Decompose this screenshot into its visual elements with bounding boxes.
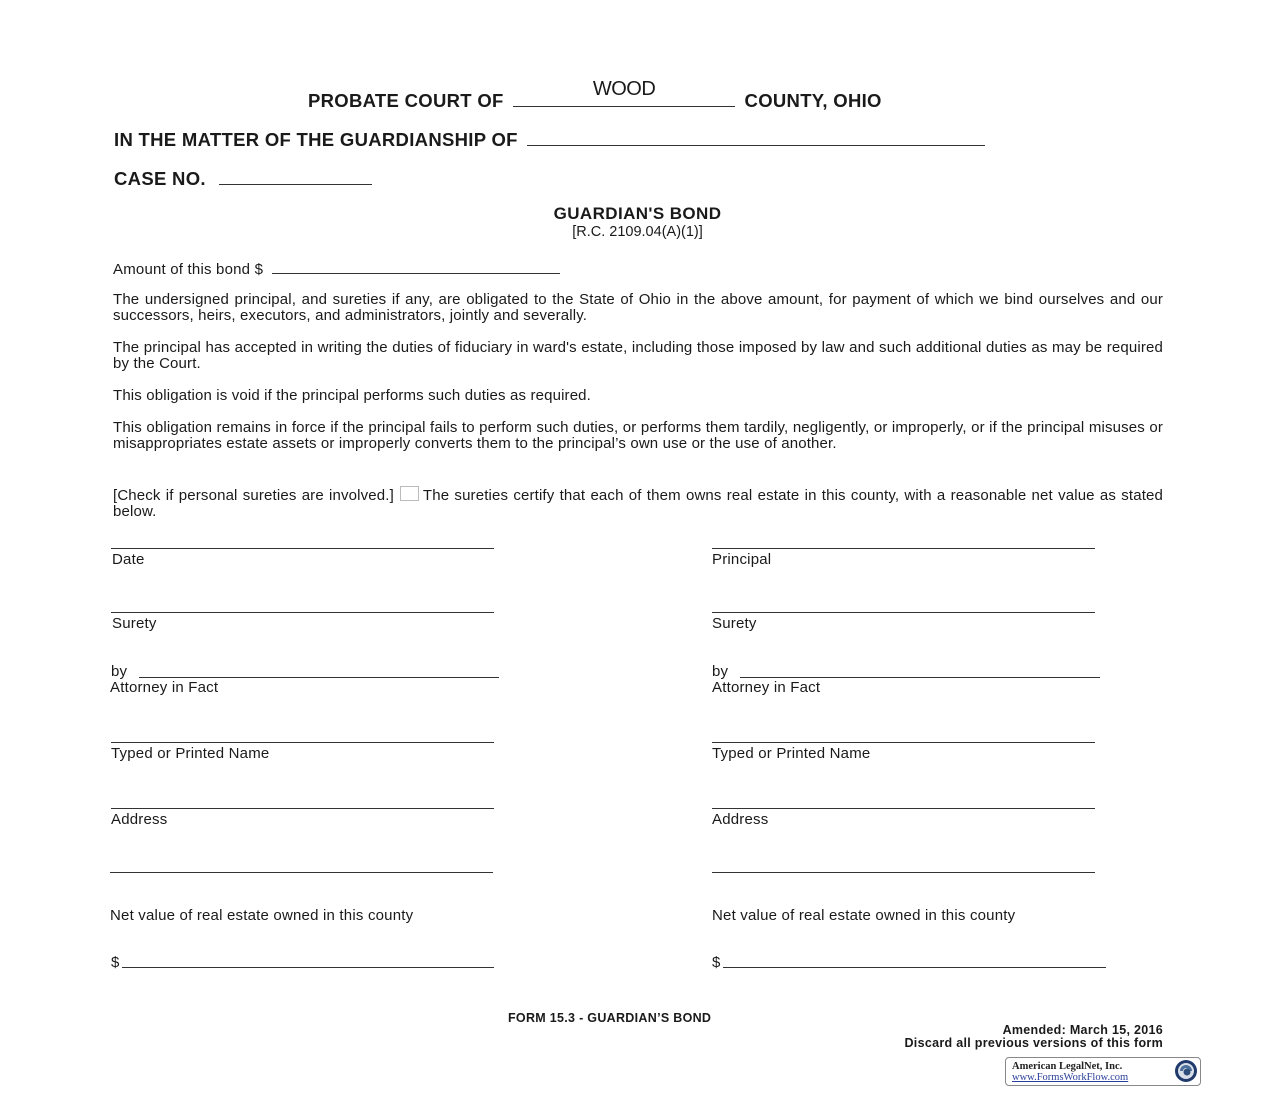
personal-sureties-checkbox[interactable]: [400, 486, 419, 501]
left-attorney-signature-line[interactable]: [139, 677, 499, 678]
form-identifier: FORM 15.3 - GUARDIAN’S BOND: [508, 1011, 712, 1025]
right-dollar-sign: $: [712, 954, 721, 971]
statute-reference: [R.C. 2109.04(A)(1)]: [572, 224, 703, 240]
globe-logo-icon: [1174, 1059, 1198, 1083]
right-surety-signature-line[interactable]: [712, 612, 1095, 613]
left-dollar-sign: $: [111, 954, 120, 971]
case-label: CASE NO.: [114, 168, 206, 189]
form-title: GUARDIAN'S BOND: [553, 204, 722, 223]
left-printed-name-line[interactable]: [111, 742, 494, 743]
right-printed-name-label: Typed or Printed Name: [712, 745, 871, 762]
right-printed-name-line[interactable]: [712, 742, 1095, 743]
right-address-label: Address: [712, 811, 769, 828]
bond-amount-row: [113, 258, 560, 278]
left-printed-name-label: Typed or Printed Name: [111, 745, 270, 762]
right-net-value-line[interactable]: [723, 967, 1106, 968]
left-surety-signature-line[interactable]: [111, 612, 494, 613]
vendor-name: American LegalNet, Inc.: [1012, 1061, 1123, 1072]
county-value: WOOD: [592, 78, 656, 100]
right-net-value-label: Net value of real estate owned in this county: [712, 907, 1016, 924]
date-label: Date: [112, 551, 145, 568]
paragraph-in-force: This obligation remains in force if the principal fails to perform such duties, or performs them tardily, negligently, or improperly, or if the principal misuses or misappropriates estate assets or improperly converts them to the principal’s own use or the use of another.: [113, 419, 1163, 452]
vendor-badge[interactable]: [1005, 1057, 1201, 1086]
amended-date: Amended: March 15, 2016: [1002, 1023, 1163, 1037]
right-surety-label: Surety: [712, 615, 757, 632]
right-attorney-signature-line[interactable]: [740, 677, 1100, 678]
right-address-line-1[interactable]: [712, 808, 1095, 809]
left-address-line-2[interactable]: [110, 872, 493, 873]
left-net-value-label: Net value of real estate owned in this county: [110, 907, 414, 924]
court-prefix: PROBATE COURT OF: [308, 90, 504, 111]
left-address-line-1[interactable]: [111, 808, 494, 809]
paragraph-void: This obligation is void if the principal performs such duties as required.: [113, 387, 591, 404]
bond-amount-label: Amount of this bond $: [113, 261, 264, 278]
left-net-value-line[interactable]: [122, 967, 494, 968]
right-address-line-2[interactable]: [712, 872, 1095, 873]
bond-amount-field[interactable]: [272, 258, 560, 274]
ward-name-field[interactable]: [527, 127, 985, 146]
court-suffix: COUNTY, OHIO: [744, 90, 882, 111]
date-signature-line[interactable]: [111, 548, 494, 549]
case-number-heading: [114, 166, 372, 190]
matter-label: IN THE MATTER OF THE GUARDIANSHIP OF: [114, 129, 518, 150]
right-by-label: by: [712, 663, 729, 680]
paragraph-duties: The principal has accepted in writing the duties of fiduciary in ward's estate, including those imposed by law and such additional duties as may be required by the Court.: [113, 339, 1163, 372]
principal-signature-line[interactable]: [712, 548, 1095, 549]
guardianship-heading: [114, 127, 985, 151]
vendor-url-link[interactable]: www.FormsWorkFlow.com: [1012, 1072, 1129, 1083]
principal-label: Principal: [712, 551, 772, 568]
sureties-check-prefix: [Check if personal sureties are involved.]: [113, 487, 394, 504]
discard-notice: Discard all previous versions of this form: [904, 1036, 1163, 1050]
left-surety-label: Surety: [112, 615, 157, 632]
county-field[interactable]: [513, 78, 735, 107]
right-attorney-label: Attorney in Fact: [712, 679, 821, 696]
paragraph-obligation: The undersigned principal, and sureties if any, are obligated to the State of Ohio in the above amount, for payment of which we bind ourselves and our successors, heirs, executors, and administrators, jointly and severally.: [113, 291, 1163, 324]
court-heading: [308, 78, 882, 112]
case-number-field[interactable]: [219, 166, 372, 185]
left-by-label: by: [111, 663, 128, 680]
sureties-certification: [113, 486, 1163, 520]
sureties-check-text: The sureties certify that each of them owns real estate in this county, with a reasonable net value as stated below.: [113, 487, 1163, 520]
left-address-label: Address: [111, 811, 168, 828]
left-attorney-label: Attorney in Fact: [110, 679, 219, 696]
